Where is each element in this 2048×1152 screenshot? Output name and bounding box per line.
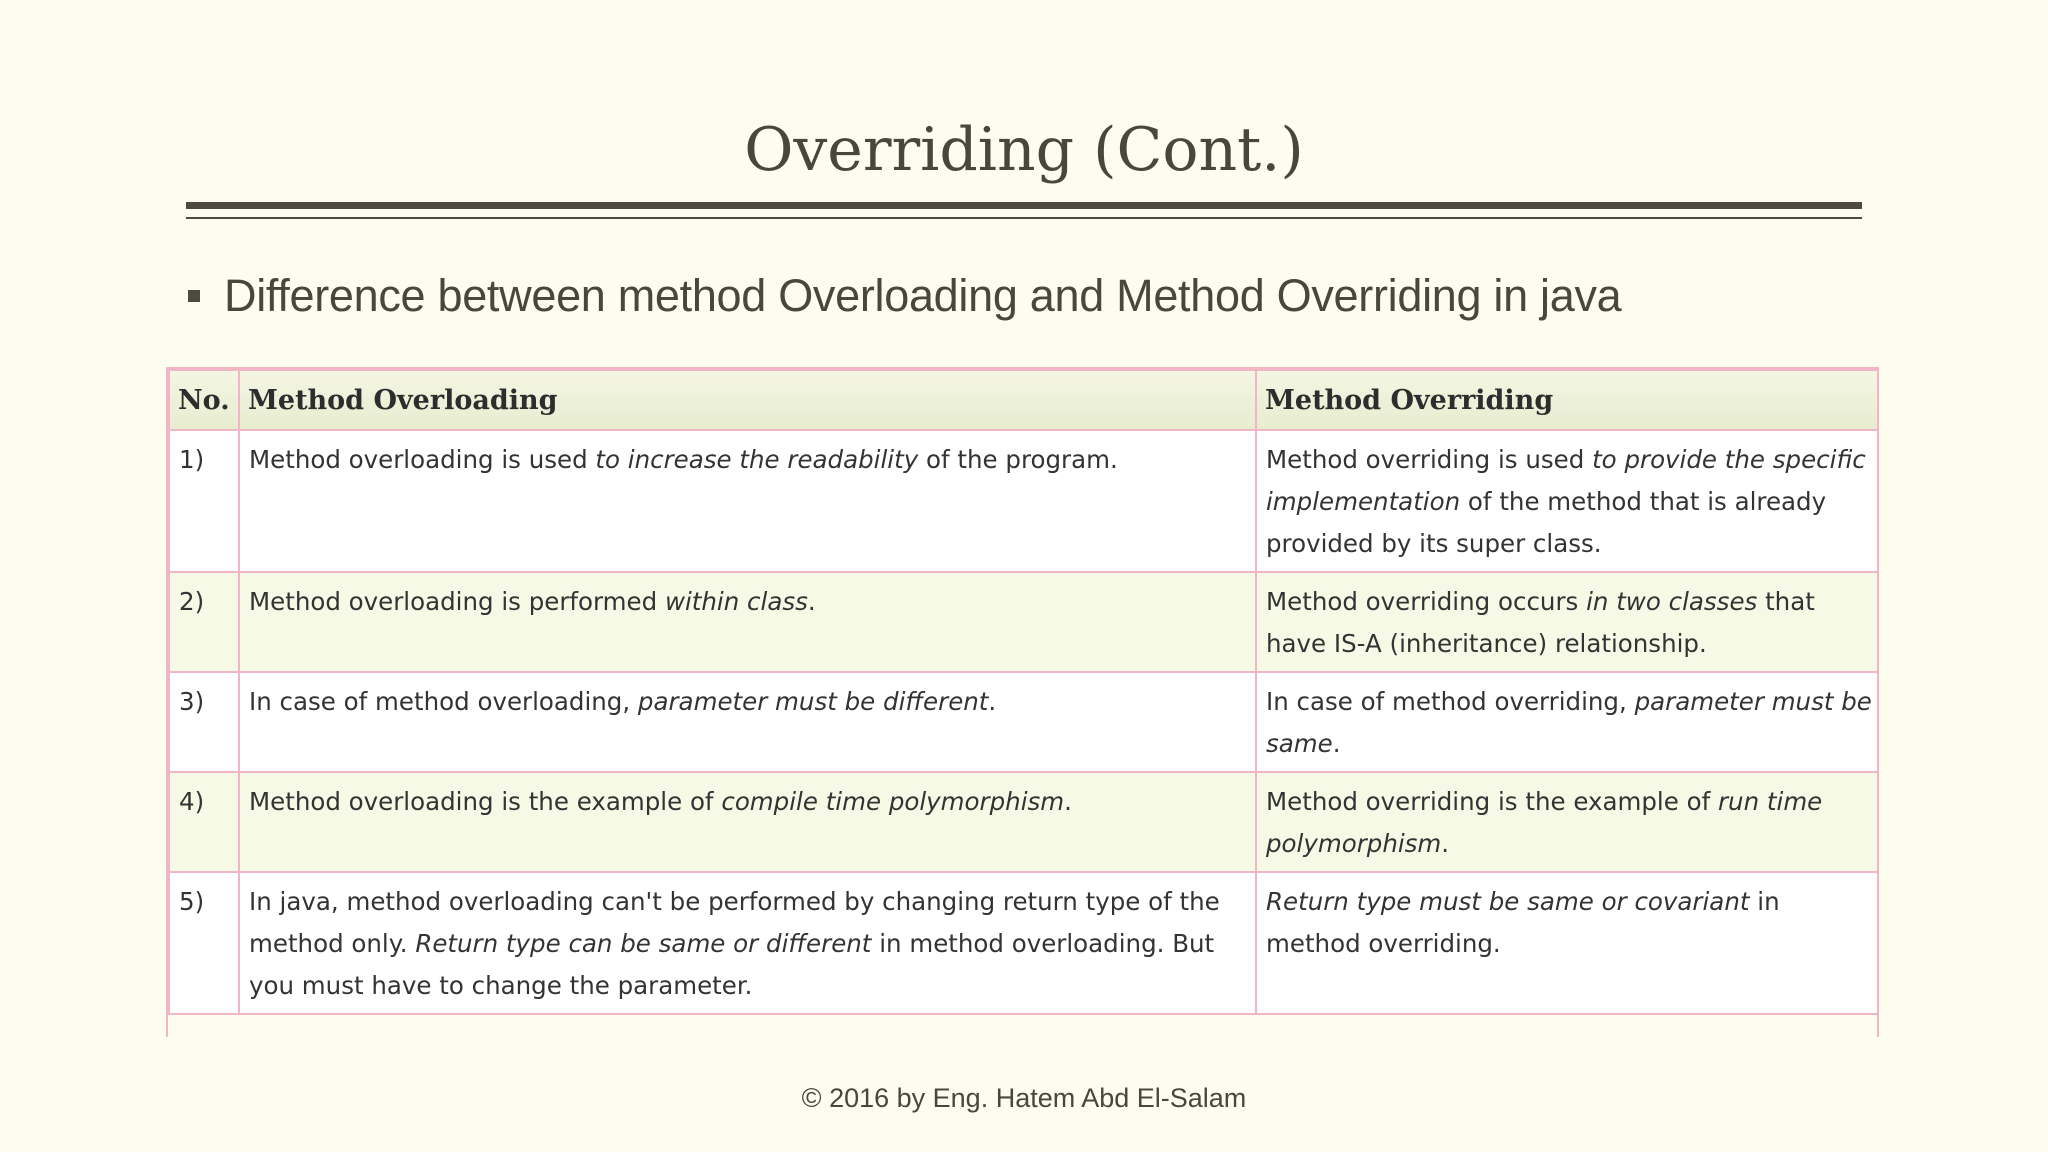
cell-text: . xyxy=(988,687,997,716)
cell-text: Method overloading is the example of xyxy=(249,787,722,816)
row-number-cell: 4) xyxy=(169,772,239,872)
method-overriding-cell xyxy=(1256,772,1879,872)
method-overriding-cell xyxy=(1256,430,1879,572)
cell-text: that have IS-A (inheritance) relationship. xyxy=(1266,587,1815,658)
comparison-table xyxy=(168,369,1879,1015)
table-row xyxy=(169,572,1879,672)
comparison-table-container xyxy=(166,367,1879,1037)
emphasized-text: compile time polymorphism xyxy=(721,787,1065,816)
header-method-overloading: Method Overloading xyxy=(239,370,1256,430)
cell-text: In case of method overriding, xyxy=(1266,687,1635,716)
row-number-cell: 3) xyxy=(169,672,239,772)
row-number-cell: 2) xyxy=(169,572,239,672)
emphasized-text: Return type must be same or covariant xyxy=(1266,887,1750,916)
bullet-item xyxy=(188,270,1621,322)
cell-text: In case of method overloading, xyxy=(249,687,638,716)
title-underline-thick xyxy=(186,202,1862,209)
header-no: No. xyxy=(169,370,239,430)
title-underline-thin xyxy=(186,217,1862,219)
emphasized-text: run time polymorphism xyxy=(1266,787,1823,858)
table-row xyxy=(169,430,1879,572)
method-overloading-cell xyxy=(239,430,1256,572)
table-row xyxy=(169,772,1879,872)
emphasized-text: in two classes xyxy=(1586,587,1758,616)
method-overriding-cell xyxy=(1256,672,1879,772)
cell-text: Method overriding is the example of xyxy=(1266,787,1718,816)
method-overriding-cell xyxy=(1256,572,1879,672)
table-row xyxy=(169,672,1879,772)
cell-text: in method overloading. But you must have to change the parameter. xyxy=(249,929,1215,1000)
bullet-text: Difference between method Overloading and Method Overriding in java xyxy=(224,270,1622,321)
cell-text: Method overriding is used xyxy=(1266,445,1593,474)
method-overloading-cell xyxy=(239,872,1256,1014)
row-number-cell: 5) xyxy=(169,872,239,1014)
square-bullet-icon xyxy=(188,290,200,302)
copyright-footer: © 2016 by Eng. Hatem Abd El-Salam xyxy=(801,1083,1247,1113)
method-overloading-cell xyxy=(239,772,1256,872)
cell-text: . xyxy=(1064,787,1072,816)
cell-text: Method overloading is used xyxy=(249,445,596,474)
table-body xyxy=(169,430,1879,1014)
table-header-row xyxy=(169,370,1879,430)
cell-text: . xyxy=(807,587,816,616)
slide-title: Overriding (Cont.) xyxy=(744,115,1304,185)
header-method-overriding: Method Overriding xyxy=(1256,370,1879,430)
cell-text: Method overriding occurs xyxy=(1266,587,1587,616)
emphasized-text: within class xyxy=(664,587,808,616)
cell-text: in method overriding. xyxy=(1266,887,1780,958)
cell-text: of the method that is already provided by its super class. xyxy=(1266,487,1827,558)
method-overriding-cell xyxy=(1256,872,1879,1014)
emphasized-text: parameter must be different xyxy=(637,687,989,716)
emphasized-text: parameter must be same xyxy=(1266,687,1872,758)
emphasized-text: to provide the specific implementation xyxy=(1266,445,1866,516)
cell-text: . xyxy=(1332,729,1341,758)
method-overloading-cell xyxy=(239,672,1256,772)
cell-text: . xyxy=(1441,829,1450,858)
method-overloading-cell xyxy=(239,572,1256,672)
cell-text: of the program. xyxy=(918,445,1118,474)
cell-text: Method overloading is performed xyxy=(249,587,665,616)
emphasized-text: Return type can be same or different xyxy=(415,929,872,958)
row-number-cell: 1) xyxy=(169,430,239,572)
table-row xyxy=(169,872,1879,1014)
cell-text: In java, method overloading can't be performed by changing return type of the method only. xyxy=(249,887,1220,958)
emphasized-text: to increase the readability xyxy=(595,445,919,474)
